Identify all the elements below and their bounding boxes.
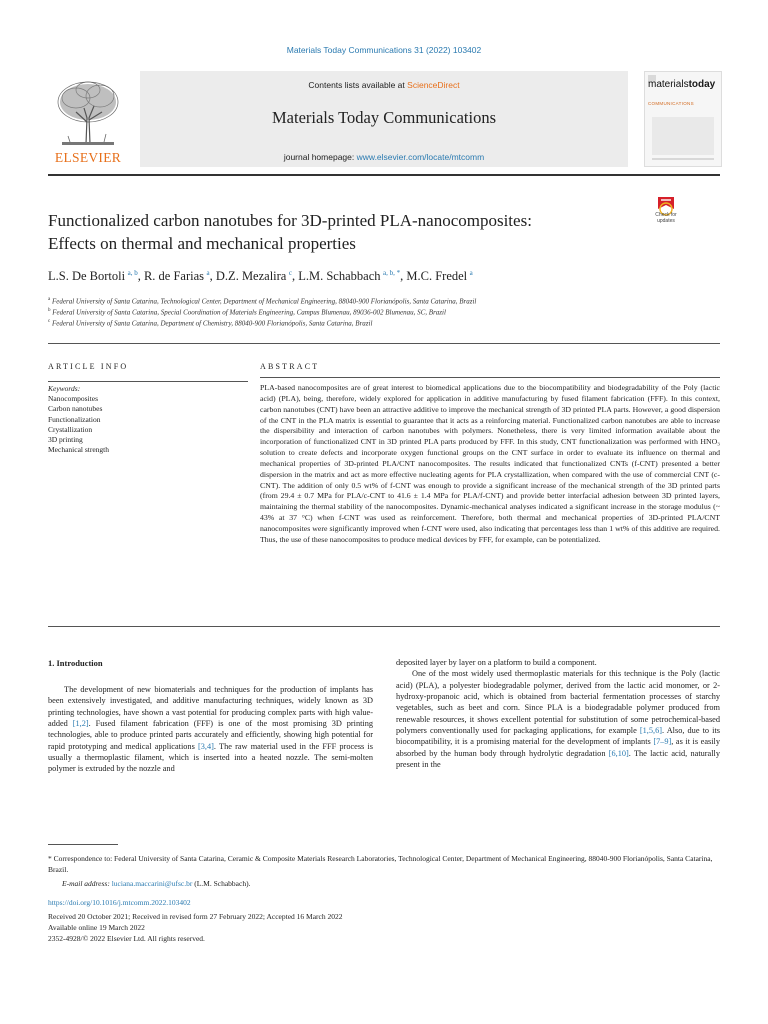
header-divider [48, 174, 720, 176]
correspondence-note: * Correspondence to: Federal University of Santa Catarina, Ceramic & Composite Materials Research Laboratories, Technological Center, Department of Mechanical Engineering, 88040-900 Florianópolis, Santa Catarina, Brazil. [48, 854, 713, 874]
intro-left-column [48, 684, 373, 775]
copyright: 2352-4928/© 2022 Elsevier Ltd. All rights reserved. [48, 934, 205, 943]
affiliation-marker: c [48, 319, 51, 324]
affiliation-text: Federal University of Santa Catarina, Technological Center, Department of Mechanical Engineering, 88040-900 Florianópolis, Santa Catarina, Brazil [51, 297, 477, 306]
keyword: Nanocomposites [48, 394, 98, 404]
intro-text: , as it is easily absorbed by the human body through hydrolytic degradation [396, 737, 721, 758]
email-label: E-mail address: [62, 879, 110, 888]
cover-title [648, 80, 715, 90]
intro-right-column [396, 657, 720, 770]
article-info-heading: ARTICLE INFO [48, 362, 129, 371]
affiliation-text: Federal University of Santa Catarina, Department of Chemistry, 88040-900 Florianópolis, Santa Catarina, Brazil [51, 319, 373, 328]
cover-title-today: today [688, 79, 716, 90]
author-affiliation-marker[interactable]: a, b, * [383, 269, 401, 277]
citation-link[interactable]: [1,5,6] [639, 726, 662, 736]
intro-text: . Also, due to its biocompatibility, it is a promising material for the development of implants [396, 726, 720, 747]
abstract-heading: ABSTRACT [260, 362, 320, 371]
author-name[interactable]: D.Z. Mezalira [215, 269, 287, 284]
author-name[interactable]: M.C. Fredel [406, 269, 468, 284]
check-for-updates-label: Check for updates [655, 212, 677, 224]
intro-text: . The raw material used in the FFF process is usually a thermoplastic filament, which is inserted into a heated nozzle. The semi-molten polymer is extruded by the nozzle and [48, 741, 373, 774]
citation-link[interactable]: [1,2] [72, 719, 89, 729]
title-line-1: Functionalized carbon nanotubes for 3D-printed PLA-nanocomposites: [48, 211, 532, 230]
affiliation [48, 308, 446, 316]
author-list: L.S. De Bortoli $^{a, b}$, R. de Farias $^a$, D.Z. Mezalira $^c$, L.M. Schabbach $^{a, b, *}$, M.C. Fredel $^a$ [48, 269, 473, 284]
article-title [48, 209, 628, 255]
abstract-divider [48, 626, 720, 627]
keyword: Mechanical strength [48, 445, 110, 455]
available-online: Available online 19 March 2022 [48, 923, 145, 932]
citation-link[interactable]: [3,4] [198, 741, 214, 751]
email-link[interactable]: luciana.maccarini@ufsc.br [111, 879, 193, 888]
intro-text: . The lactic acid, naturally present in the [396, 748, 720, 770]
intro-text: . Fused filament fabrication (FFF) is one of the most promising 3D printing technologies, able to produce printed parts accurately and efficiently, showing high potential for rapid prototyping and medical applications [48, 719, 373, 751]
affiliation [48, 319, 372, 327]
intro-paragraph [396, 668, 720, 770]
author-name[interactable]: R. de Farias [143, 269, 205, 284]
publisher-name: ELSEVIER [54, 150, 122, 165]
keyword: 3D printing [48, 435, 83, 445]
affiliation [48, 297, 476, 305]
title-line-2: Effects on thermal and mechanical properties [48, 234, 356, 253]
journal-name: Materials Today Communications [271, 108, 496, 127]
abstract-text: PLA-based nanocomposites are of great interest to biomedical applications due to the biocompatibility and biodegradability of the Poly (lactic acid) (PLA), being, therefore, widely explored for application in additive manufacturing by fused filament fabrication (FFF). In this context, carbon nanotubes (CNT) have been an attractive additive to improve the mechanical strength of 3D printed PLA parts. However, a good dispersion of the CNT in the PLA matrix is essential to guarantee that it acts as a reinforcing material. Functionalized carbon nanotubes are able to increase the dispersibility and interaction of carbon nanotubes with polymers. Nonetheless, there is very limited information available about the incorporation of functionalized CNT in 3D printed PLA parts produced by FFF. In this study, CNT functionalization was performed with HNO₃ solution to create defects and incorporate oxygen functional groups on the CNT surface in order to evaluate its influence on thermal and mechanical properties of 3D-printed PLA/CNT nanocomposites. The results indicated that functionalized CNTs (f-CNT) presented a better dispersion in the matrix and act as more effective nucleating agents for PLA crystallization, when compared with the use of commercial CNT (c-CNT). The addition of only 0.5 wt% of f-CNT was enough to provide a significant increase of the mechanical strength of the 3D printed parts (from 29.4 ± 0.7 MPa for PLA/c-CNT to 41.6 ± 1.4 MPa for PLA/f-CNT) and provide better interfacial adhesion between 3D printed layers, maintaining the thermal stability of the nanocomposites. Dynamic-mechanical analyses indicated a significant increase in the storage modulus (~ 43% at 37 °C) when f-CNT was used as reinforcement. Therefore, both thermal and mechanical properties of 3D-printed PLA/CNT nanocomposites were significantly improved when f-CNT were used, also indicating that percentages less than 1 wt% of this additive are required. Thus, the use of these nanocomposites to produce medical devices by FFF, for example, can be potentialized. [260, 383, 720, 544]
author-affiliation-marker[interactable]: a, b [127, 269, 138, 277]
homepage-prefix: journal homepage: [283, 152, 355, 162]
intro-text: The development of new biomaterials and techniques for the production of implants has been extensively investigated, and additive manufacturing techniques, widely known as 3D printing technologies, have shown a vast potential for producing complex parts with high value-added [48, 685, 373, 729]
journal-reference[interactable]: Materials Today Communications 31 (2022) 103402 [286, 45, 482, 55]
author-name[interactable]: L.S. De Bortoli [48, 269, 126, 284]
email-note [48, 878, 720, 889]
homepage-link[interactable]: www.elsevier.com/locate/mtcomm [356, 152, 485, 162]
affiliation-marker: a [48, 297, 51, 302]
contents-line [140, 80, 628, 90]
keyword: Carbon nanotubes [48, 404, 103, 414]
intro-text: deposited layer by layer on a platform to build a component. [396, 658, 597, 667]
author-affiliation-marker[interactable]: a [469, 269, 473, 277]
affiliation-marker: b [48, 308, 51, 313]
citation-link[interactable]: [6,10] [608, 748, 629, 758]
affiliation-text: Federal University of Santa Catarina, Special Coordination of Materials Engineering, Campus Blumenau, 89036-002 Blumenau, SC, Brazil [52, 308, 446, 317]
article-info-rule [48, 381, 248, 382]
sciencedirect-link[interactable]: ScienceDirect [407, 80, 460, 90]
journal-homepage [140, 152, 628, 162]
keywords-block [48, 384, 228, 455]
keyword: Crystallization [48, 424, 93, 434]
keywords-label: Keywords: [48, 384, 81, 393]
received-dates: Received 20 October 2021; Received in revised form 27 February 2022; Accepted 16 March 2022 [48, 912, 343, 921]
affiliation-divider [48, 343, 720, 344]
footnote-rule [48, 844, 118, 845]
abstract-rule [260, 377, 720, 378]
author-affiliation-marker[interactable]: c [288, 269, 292, 277]
doi-text[interactable]: https://doi.org/10.1016/j.mtcomm.2022.103402 [48, 898, 191, 907]
cover-subtitle: COMMUNICATIONS [648, 101, 694, 106]
citation-link[interactable]: [7–9] [653, 737, 672, 747]
introduction-heading: 1. Introduction [48, 658, 103, 668]
author-affiliation-marker[interactable]: a [206, 269, 210, 277]
contents-prefix: Contents lists available at [308, 80, 405, 90]
doi-link[interactable] [48, 898, 191, 909]
author-name[interactable]: L.M. Schabbach [298, 269, 381, 284]
intro-text: One of the most widely used thermoplastic materials for this technique is the Poly (lactic acid) (PLA), a polyester biodegradable polymer, derived from the lactic acid monomer, or 2-hydroxy-propanoic acid, which is obtained from bacterial fermentation processes of starchy vegetables, such as beet and corn. Since PLA is a biodegradable polymer produced from renewable resources, it shows excellent potential for substitution of some petrochemical-based polymers conventionally used for packaging applications, for example [396, 669, 720, 736]
keyword: Functionalization [48, 414, 101, 424]
email-suffix: (L.M. Schabbach). [194, 879, 251, 888]
cover-title-materials: materials [648, 79, 689, 90]
